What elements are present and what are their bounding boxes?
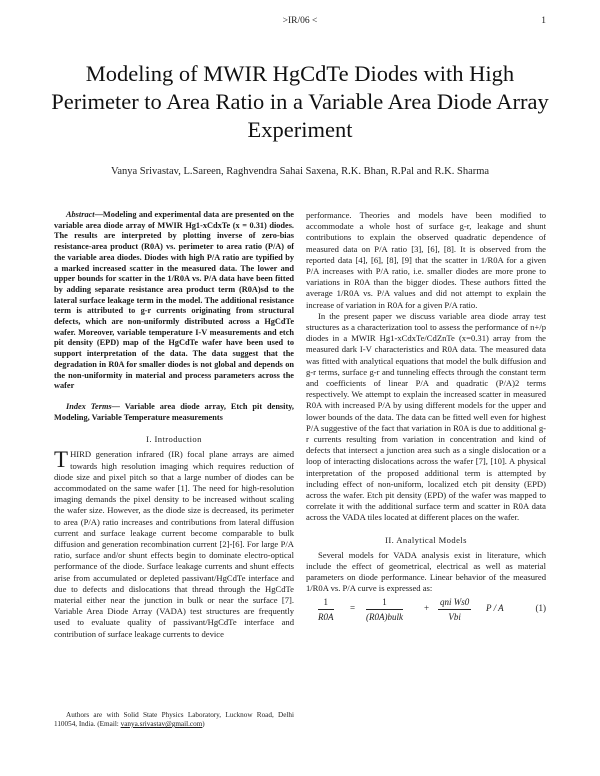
running-header	[0, 16, 600, 30]
eq-lhs-numerator: 1	[318, 597, 334, 610]
intro-paragraph-1	[54, 449, 294, 639]
eq-plus: +	[424, 602, 430, 613]
intro-paragraph-2: performance. Theories and models have been modified to accommodate a whole host of surface g-r, leakage and shunt contributions to explain the observed quadratic dependence of measured data on P/A ratio [3], [6], [8]. It is observed from the reported data [4], [6], [8], [9] that the scatter in 1/R0A for a given P/A increases with P/A ratio, i.e. smaller diodes are more prone to variations in R0A than the bigger diodes. These authors fitted the average 1/R0A vs. P/A values and did not attempt to explain the increase of variation in R0A for a given P/A ratio.	[306, 210, 546, 310]
eq-term-surface-denominator: Vbi	[448, 611, 461, 622]
abstract	[54, 210, 294, 392]
eq-equals: =	[350, 602, 356, 613]
page-number: 1	[541, 16, 546, 26]
left-column	[54, 210, 294, 640]
eq-term-bulk-numerator: 1	[366, 597, 403, 610]
eq-lhs-denominator: R0A	[318, 611, 334, 622]
footnote-end: )	[202, 720, 205, 728]
intro-paragraph-1-text: HIRD generation infrared (IR) focal plane arrays are aimed towards high resolution imaging which requires reduction of diode size and pixel pitch so that a large number of diodes can be accommodated on the same wafer [1]. The need for high-resolution imaging demands the pixel density to be increased without scaling the wafer size. However, as the diode size is decreased, its perimeter to area (P/A) ratio increases and contributions from lateral diffusion current and surface leakage current become comparable to bulk diffusion and generation recombination current [2]-[6]. For large P/A ratio, surface and/or shunt effects begin to dominate electro-optical performance of the diode. Surface leakage currents and shunt effects arise from accumulated or depleted passivant/HgCdTe interface and due to defects and dislocations that thread through the HgCdTe material either near the junction in bulk or near the surface [7]. Variable Area Diode Array (VADA) test structures are frequently used to evaluate quality of passivant/HgCdTe interface and contribution of surface leakage currents to device	[54, 449, 294, 639]
drop-cap: T	[54, 447, 69, 473]
equation-1	[306, 597, 546, 627]
author-email-link[interactable]: vanya.srivastav@gmail.com	[120, 720, 203, 728]
index-terms-text: — Variable area diode array, Etch pit density, Modeling, Variable Temperature measurements	[54, 401, 294, 422]
index-terms-label: Index Terms	[66, 401, 112, 411]
section-heading-analytical-models: II. Analytical Models	[385, 534, 467, 545]
index-terms	[54, 402, 294, 423]
author-footnote	[54, 711, 294, 729]
author-list: Vanya Srivastav, L.Sareen, Raghvendra Sahai Saxena, R.K. Bhan, R.Pal and R.K. Sharma	[110, 166, 490, 177]
eq-lhs	[318, 597, 334, 623]
section-heading-introduction: I. Introduction	[146, 434, 202, 445]
abstract-text: —Modeling and experimental data are presented on the variable area diode array of MWIR Hg1-xCdxTe (x = 0.31) diodes. The results are interpreted by plotting inverse of zero-bias resistance-area product (R0A) vs. perimeter to area ratio (P/A) of the variable area diodes. Diodes with high P/A ratio are typified by a marked increased scatter in the measured data. The lower and upper bounds for scatter in the 1/R0A vs. P/A data have been fitted by adding separate resistance area product term (R0A)sd to the lateral surface leakage term in the model. The additional resistance term is attributed to g-r currents originating from structural defects, which are non-uniformly distributed across a HgCdTe wafer. Moreover, variable temperature I-V measurements and etch pit density (EPD) map of the HgCdTe wafer have been used to support interpretation of the data. The data suggest that the degradation in R0A for smaller diodes is not global and depends on the non-uniformity in material and process parameters across the wafer	[54, 210, 294, 391]
models-paragraph-1: Several models for VADA analysis exist in literature, which include the effect of geometrical, electrical as well as material parameters on diode performance. Linear behavior of the measured 1/R0A vs. P/A curve is expressed as:	[306, 549, 546, 594]
eq-perimeter-area: P / A	[486, 602, 504, 613]
equation-number: (1)	[535, 602, 546, 613]
eq-term-bulk	[366, 597, 403, 623]
footnote-text: Authors are with Solid State Physics Laboratory, Lucknow Road, Delhi 110054, India. (Email:	[54, 711, 294, 728]
eq-term-surface	[438, 597, 471, 623]
eq-term-surface-numerator: qni Ws0	[438, 597, 471, 610]
intro-paragraph-3: In the present paper we discuss variable area diode array test structures as a characterization tool to assess the performance of n+/p diodes in a MWIR Hg1-xCdxTe/CdZnTe (x=0.31) array from the measured dark I-V characteristics and R0A data. The measured data was fitted with analytical equations that model the bulk diffusion and g-r terms, surface g-r and tunneling effects through the constant term and coefficients of linear P/A and quadratic (P/A)2 terms respectively. We attempt to explain the increased scatter in measured R0A with increased P/A by using different models for the upper and lower bounds of the data. The data can be fitted well even for highest P/A suggestive of the fact that variation in R0A is due to additional g-r currents resulting from variation in concentration and kind of defects that intersect a junction area such as a single dislocation or a loop of interacting dislocations across the wafer [7], [10]. A physical interpretation of the proposed additional term is attempted by including effect of non-uniform, localized etch pit density (EPD) across the wafer. Etch pit density (EPD) of the wafer was mapped to correlate it with the additional surface term and scatter in R0A data across the VADA tiles located at different places on the wafer.	[306, 310, 546, 523]
eq-term-bulk-denominator: (R0A)bulk	[366, 611, 403, 622]
paper-title: Modeling of MWIR HgCdTe Diodes with High Perimeter to Area Ratio in a Variable Area Diode Array Experiment	[51, 61, 549, 142]
right-column	[306, 210, 546, 627]
running-header-label: >IR/06 <	[282, 16, 318, 26]
abstract-label: Abstract	[66, 210, 95, 219]
